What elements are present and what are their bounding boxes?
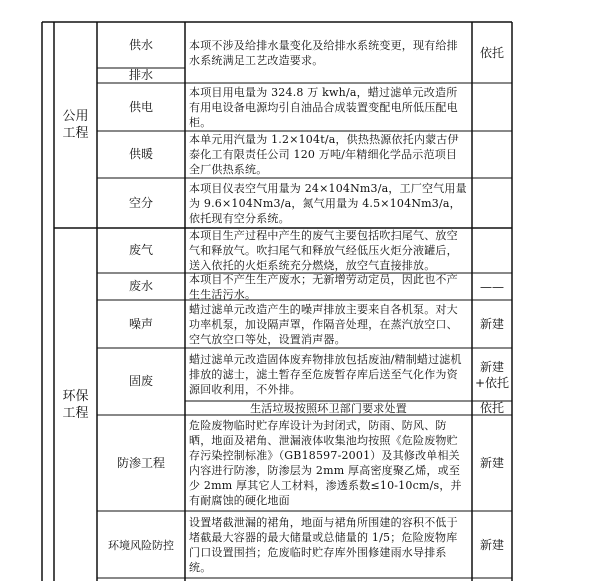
desc-heating: 本单元用汽量为 1.2×104t/a，供热热源依托内蒙古伊泰化工有限责任公司 120 万吨/年精细化学品示范项目全厂供热系统。 — [189, 133, 459, 176]
desc-power: 本项目用电量为 324.8 万 kwh/a，蜡过滤单元改造所有用电设备电源均引自油品合成装置变配电所低压配电柜。 — [189, 85, 458, 129]
item-risk-prevention: 环境风险防控 — [108, 538, 174, 552]
impl-waste-water: —— — [480, 279, 504, 294]
item-anti-seepage: 防渗工程 — [116, 455, 165, 470]
impl-heating — [472, 131, 512, 178]
impl-power — [472, 83, 512, 131]
impl-noise: 新建 — [479, 317, 504, 331]
item-drainage: 排水 — [128, 68, 153, 82]
item-noise: 噪声 — [128, 316, 153, 331]
desc-risk-prevention: 设置堵截泄漏的裙角，地面与裙角所围建的容积不低于堵截最大容器的最大储量或总储量的 1/5；危险废物库门口设置围挡；危废临时贮存库外围修建雨水导排系统。 — [189, 515, 458, 574]
group-label-public-works: 公用 工程 — [62, 109, 89, 141]
desc-solid-waste: 蜡过滤单元改造固体废弃物排放包括废油/精制蜡过滤机排放的滤士，滤土暂存至危废暂存库后送至气化作为资源回收利用，不外排。 — [189, 353, 462, 396]
desc-air-separation: 本项目仪表空气用量为 24×104Nm3/a，工厂空气用量为 9.6×104Nm3/a，氮气用量为 4.5×104Nm3/a，依托现有空分系统。 — [189, 181, 467, 225]
item-waste-water: 废水 — [128, 279, 153, 293]
impl-domestic-garbage: 依托 — [479, 401, 504, 415]
desc-water-supply: 本项不涉及给排水量变化及给排水系统变更，现有给排水系统满足工艺改造要求。 — [189, 38, 458, 67]
item-water-supply: 供水 — [128, 37, 153, 52]
impl-waste-gas — [472, 228, 512, 273]
desc-waste-water: 本项目不产生生产废水；无新增劳动定员，因此也不产生生活污水。 — [189, 273, 458, 300]
item-power: 供电 — [128, 99, 153, 114]
item-heating: 供暖 — [128, 147, 153, 161]
impl-solid-waste: 新建+依托 — [474, 359, 510, 390]
impl-air-separation — [472, 178, 512, 228]
desc-waste-gas: 本项目生产过程中产生的废气主要包括吹扫尾气、放空气和释放气。吹扫尾气和释放气经低压火炬分液罐后，送入依托的火炬系统充分燃烧，放空气直接排放。 — [189, 229, 458, 272]
desc-anti-seepage: 危险废物临时贮存库设计为封闭式，防雨、防风、防晒，地面及裙角、泄漏液体收集池均按照《危险废物贮存污染控制标准》（GB18597-2001）及其修改单相关内容进行防渗，防渗层为 2mm 厚高密度聚乙烯，或至少 2mm 厚其它人工材料，渗透系数≤10-10cm/s，并有耐腐蚀的硬化地面 — [189, 419, 462, 507]
impl-water-supply: 依托 — [479, 45, 504, 60]
item-air-separation: 空分 — [128, 195, 153, 210]
group-label-environmental-works: 环保 工程 — [62, 388, 89, 421]
desc-domestic-garbage: 生活垃圾按照环卫部门要求处置 — [250, 401, 407, 415]
desc-noise: 蜡过滤单元改造产生的噪声排放主要来自各机泵。对大功率机泵，加设隔声罩，作隔音处理，在蒸汽放空口、空气放空口等处，设置消声器。 — [189, 302, 458, 346]
impl-risk-prevention: 新建 — [479, 537, 504, 552]
item-solid-waste: 固废 — [128, 374, 153, 388]
item-waste-gas: 废气 — [128, 243, 153, 257]
impl-anti-seepage: 新建 — [479, 456, 504, 470]
